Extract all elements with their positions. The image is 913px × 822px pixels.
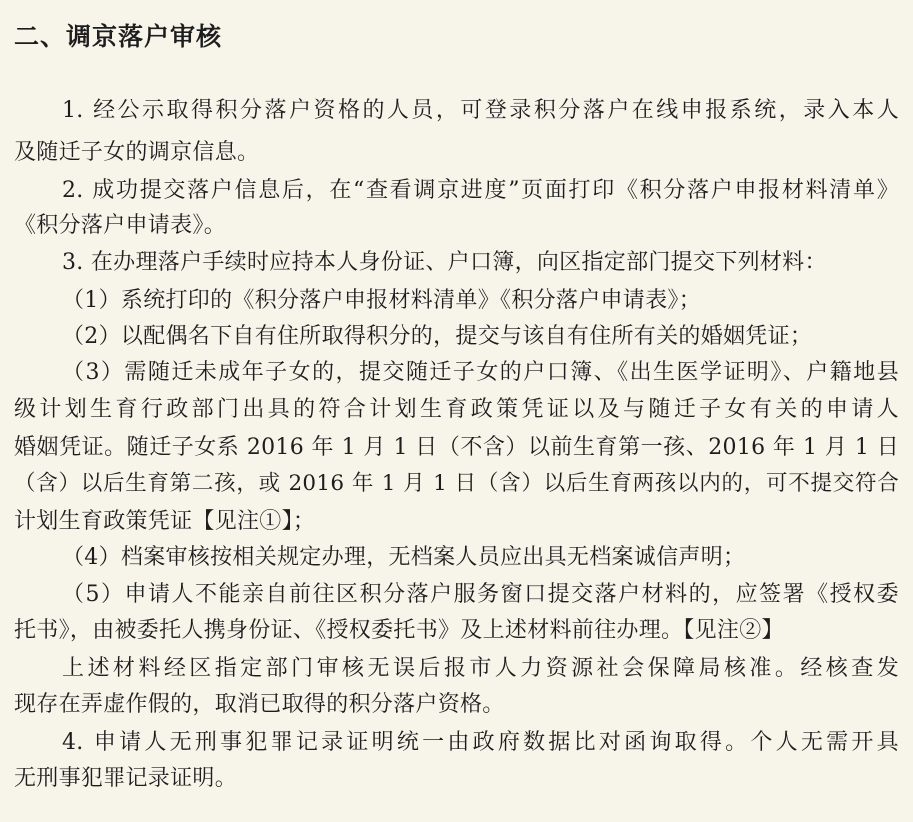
item-5-line-1: （5）申请人不能亲自前往区积分落户服务窗口提交落户材料的，应签署《授权委 (62, 582, 899, 607)
item-2-line-1: （2）以配偶名下自有住所取得积分的，提交与该自有住所有关的婚姻凭证； (62, 324, 813, 349)
item-3-line-5: 计划生育政策凭证【见注①】； (14, 509, 316, 534)
item-3-line-4: （含）以后生育第二孩，或 2016 年 1 月 1 日（含）以后生育两孩以内的，可不提交符合 (14, 471, 899, 496)
item-5-line-2: 托书》，由被委托人携身份证、《授权委托书》及上述材料前往办理。【见注②】 (14, 618, 784, 643)
para-2-line-2: 《积分落户申请表》。 (14, 213, 227, 238)
item-3-line-1: （3）需随迁未成年子女的，提交随迁子女的户口簿、《出生医学证明》、户籍地县 (62, 360, 899, 385)
para-1-line-1: 1. 经公示取得积分落户资格的人员，可登录积分落户在线申报系统，录入本人 (62, 98, 899, 123)
summary-line-2: 现存在弄虚作假的，取消已取得的积分落户资格。 (14, 692, 505, 717)
para-2-line-1: 2. 成功提交落户信息后，在“查看调京进度”页面打印《积分落户申报材料清单》 (62, 178, 899, 203)
item-3-line-3: 婚姻凭证。随迁子女系 2016 年 1 月 1 日（不含）以前生育第一孩、2016 年 1 月 1 日 (14, 435, 899, 460)
para-1-line-2: 及随迁子女的调京信息。 (14, 140, 260, 165)
section-title: 二、调京落户审核 (14, 22, 223, 51)
item-1-line-1: （1）系统打印的《积分落户申报材料清单》《积分落户申请表》； (62, 288, 701, 313)
item-3-line-2: 级计划生育行政部门出具的符合计划生育政策凭证以及与随迁子女有关的申请人 (14, 397, 899, 422)
summary-line-1: 上述材料经区指定部门审核无误后报市人力资源社会保障局核准。经核查发 (62, 656, 899, 681)
para-4-line-1: 4. 申请人无刑事犯罪记录证明统一由政府数据比对函询取得。个人无需开具 (62, 730, 899, 755)
para-3-line-1: 3. 在办理落户手续时应持本人身份证、户口簿，向区指定部门提交下列材料： (62, 250, 827, 275)
para-4-line-2: 无刑事犯罪记录证明。 (14, 766, 238, 791)
item-4-line-1: （4）档案审核按相关规定办理，无档案人员应出具无档案诚信声明； (62, 545, 746, 570)
